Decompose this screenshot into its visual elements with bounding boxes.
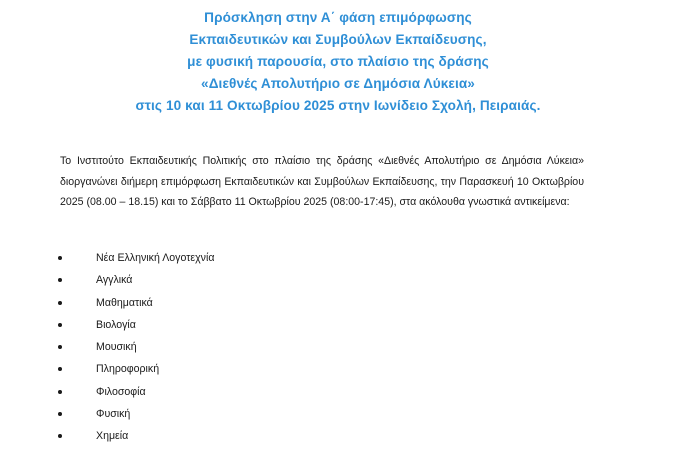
list-item (58, 425, 558, 447)
title-line: Εκπαιδευτικών και Συμβούλων Εκπαίδευσης, (189, 32, 487, 47)
list-item (58, 381, 558, 403)
subject-label: Φιλοσοφία (96, 385, 146, 398)
title-line: στις 10 και 11 Οκτωβρίου 2025 στην Ιωνίδειο Σχολή, Πειραιάς. (135, 98, 541, 113)
bullet-icon (58, 301, 62, 305)
list-item (58, 336, 558, 358)
bullet-icon (58, 323, 62, 327)
title-line: Πρόσκληση στην Α΄ φάση επιμόρφωσης (204, 10, 472, 25)
subject-label: Φυσική (96, 408, 131, 421)
invitation-title (0, 7, 676, 117)
subject-label: Βιολογία (96, 318, 136, 331)
list-item (58, 358, 558, 380)
subject-label: Χημεία (96, 430, 129, 443)
title-line: «Διεθνές Απολυτήριο σε Δημόσια Λύκεια» (201, 76, 475, 91)
bullet-icon (58, 412, 62, 416)
title-line: με φυσική παρουσία, στο πλαίσιο της δράσης (187, 54, 489, 69)
subject-list (58, 247, 558, 448)
bullet-icon (58, 434, 62, 438)
subject-label: Νέα Ελληνική Λογοτεχνία (96, 252, 215, 264)
subject-label: Μουσική (96, 341, 137, 354)
subject-label: Πληροφορική (96, 363, 160, 376)
list-item (58, 292, 558, 314)
bullet-icon (58, 278, 62, 282)
bullet-icon (58, 256, 62, 260)
bullet-icon (58, 390, 62, 394)
list-item (58, 247, 558, 269)
intro-paragraph: Το Ινστιτούτο Εκπαιδευτικής Πολιτικής στο πλαίσιο της δράσης «Διεθνές Απολυτήριο σε Δημόσια Λύκεια» διοργανώνει διήμερη επιμόρφωση Εκπαιδευτικών και Συμβούλων Εκπαίδευσης, την Παρασκευή 10 Οκτωβρίου 2025 (08.00 – 18.15) και το Σάββατο 11 Οκτωβρίου 2025 (08:00-17:45), στα ακόλουθα γνωστικά αντικείμενα: (60, 155, 584, 208)
subject-label: Αγγλικά (96, 274, 133, 287)
list-item (58, 314, 558, 336)
subject-label: Μαθηματικά (96, 296, 153, 309)
list-item (58, 403, 558, 425)
bullet-icon (58, 345, 62, 349)
list-item (58, 269, 558, 291)
bullet-icon (58, 367, 62, 371)
